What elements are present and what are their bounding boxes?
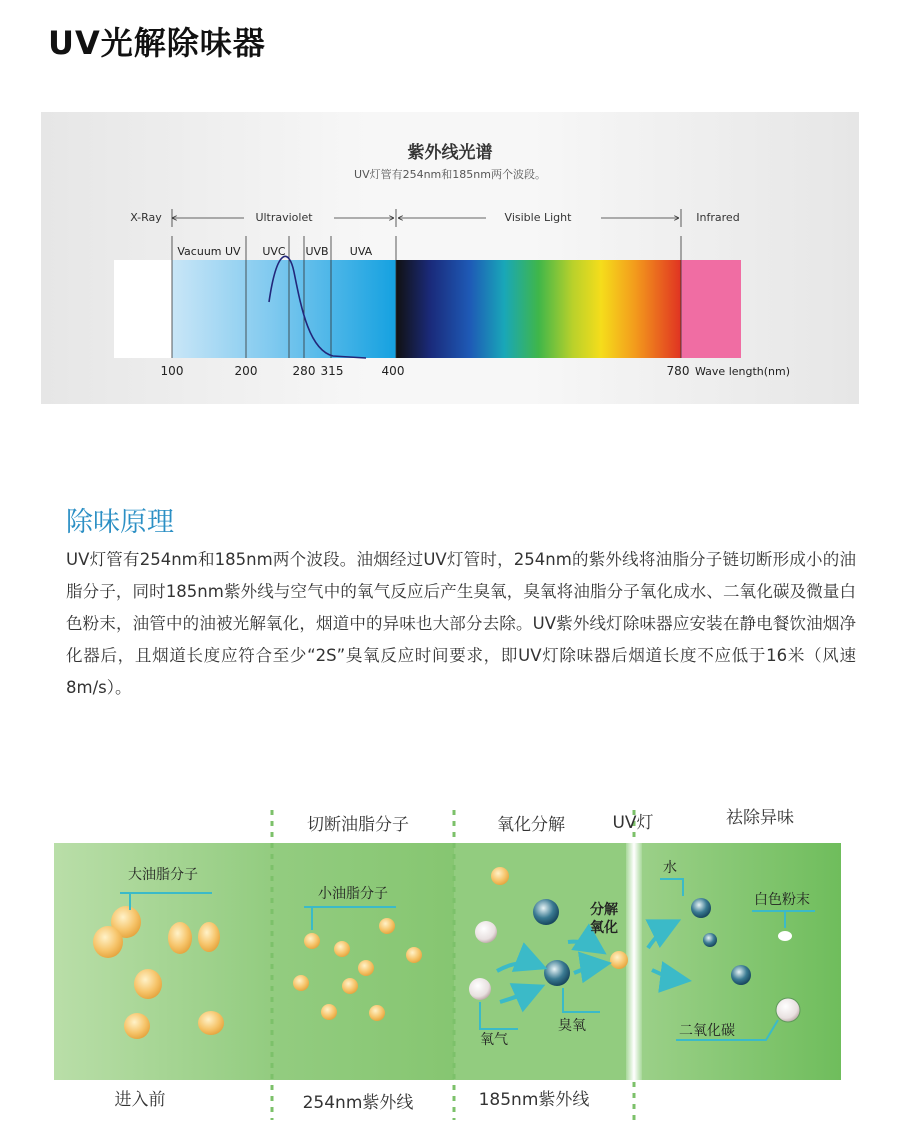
annot-white-powder: 白色粉末 <box>754 892 810 908</box>
visible-band <box>396 260 681 358</box>
process-diagram <box>0 790 900 1138</box>
tick-780: 780 <box>666 364 690 378</box>
tick-100: 100 <box>160 364 184 378</box>
region-xray: X-Ray <box>130 211 162 224</box>
label-before: 进入前 <box>114 1090 166 1110</box>
xray-band <box>114 260 172 358</box>
label-uv-lamp: UV灯 <box>612 813 654 833</box>
region-infrared: Infrared <box>696 211 740 224</box>
principle-body: UV灯管有254nm和185nm两个波段。油烟经过UV灯管时，254nm的紫外线将油脂分子链切断形成小的油脂分子，同时185nm紫外线与空气中的氧气反应后产生臭氧，臭氧将油脂分子氧化成水、二氧化碳及微量白色粉末，油管中的油被光解氧化，烟道中的异味也大部分去除。UV紫外线灯除味器应安装在静电餐饮油烟净化器后，且烟道长度应符合至少“2S”臭氧反应时间要求，即UV灯除味器后烟道长度不应低于16米（风速8m/s）。 <box>66 550 856 697</box>
spectrum-subtitle: UV灯管有254nm和185nm两个波段。 <box>354 168 546 181</box>
band-uva: UVA <box>349 245 373 258</box>
region-ultraviolet: Ultraviolet <box>255 211 313 224</box>
band-uvc: UVC <box>262 245 286 258</box>
tick-280: 280 <box>292 364 316 378</box>
spectrum-diagram <box>41 112 859 404</box>
band-vacuum-uv: Vacuum UV <box>177 245 241 258</box>
annot-small-oil: 小油脂分子 <box>318 886 388 902</box>
annot-ozone: 臭氧 <box>558 1018 586 1034</box>
tick-400: 400 <box>381 364 405 378</box>
annot-water: 水 <box>663 860 677 876</box>
page-title: UV光解除味器 <box>48 24 266 62</box>
infrared-band <box>681 260 741 358</box>
band-uvb: UVB <box>305 245 329 258</box>
label-254nm: 254nm紫外线 <box>302 1093 414 1113</box>
label-cut-oil: 切断油脂分子 <box>307 815 409 835</box>
principle-heading: 除味原理 <box>66 507 174 538</box>
annot-decompose-2: 氧化 <box>590 920 618 936</box>
annot-decompose-1: 分解 <box>590 902 618 918</box>
spectrum-panel <box>41 112 859 404</box>
annot-co2: 二氧化碳 <box>679 1023 735 1039</box>
uv-band <box>172 260 396 358</box>
spectrum-title: 紫外线光谱 <box>407 143 493 163</box>
tick-200: 200 <box>234 364 258 378</box>
label-oxidize: 氧化分解 <box>497 815 565 835</box>
region-visible: Visible Light <box>504 211 572 224</box>
tick-315: 315 <box>320 364 344 378</box>
label-remove-odor: 祛除异味 <box>726 808 794 828</box>
axis-unit: Wave length(nm) <box>695 365 791 378</box>
annot-big-oil: 大油脂分子 <box>128 867 198 883</box>
annot-oxygen: 氧气 <box>480 1032 508 1048</box>
label-185nm: 185nm紫外线 <box>478 1090 590 1110</box>
uv-lamp <box>626 843 642 1080</box>
